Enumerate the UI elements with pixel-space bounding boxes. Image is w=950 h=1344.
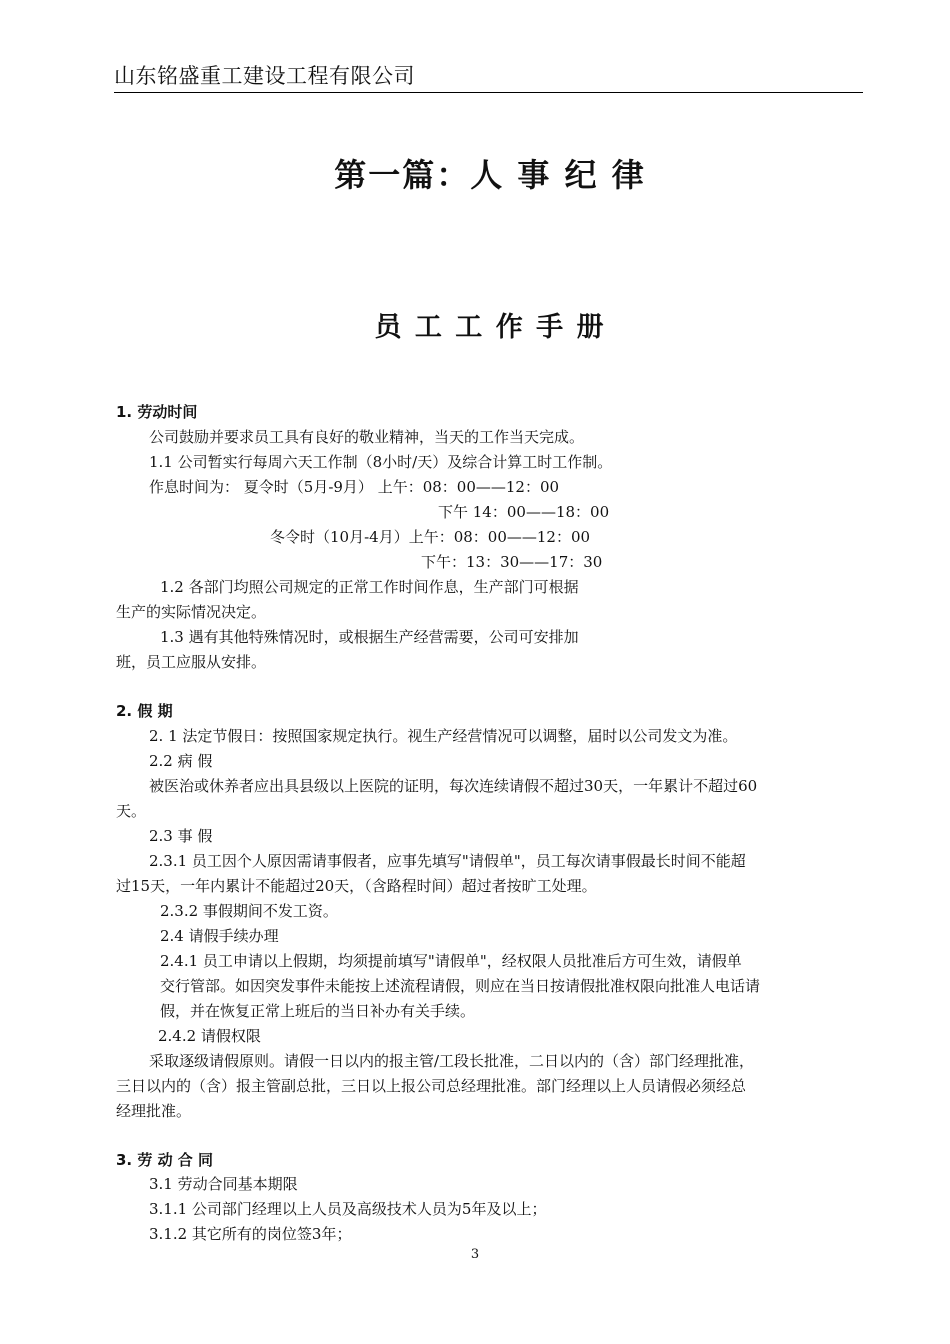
schedule-summer: 作息时间为： 夏令时（5月-9月） 上午：08：00——12：00 <box>149 478 560 496</box>
section-2-4-1-line1: 2.4.1 员工申请以上假期，均须提前填写"请假单"，经权限人员批准后方可生效，请假单 <box>160 952 742 970</box>
section-2-4-2-body-line2: 三日以内的（含）报主管副总批，三日以上报公司总经理批准。部门经理以上人员请假必须经总 <box>116 1077 747 1095</box>
part-title: 第一篇：人 事 纪 律 <box>334 156 646 194</box>
section-2-2-body-line1: 被医治或休养者应出具县级以上医院的证明，每次连续请假不超过30天，一年累计不超过60 <box>149 777 758 795</box>
section-2-4-2-body-line3: 经理批准。 <box>116 1102 192 1120</box>
section-2-4-1-line2: 交行管部。如因突发事件未能按上述流程请假，则应在当日按请假批准权限向批准人电话请 <box>160 977 761 995</box>
schedule-winter: 冬令时（10月-4月）上午：08：00——12：00 <box>270 528 591 546</box>
schedule-summer-afternoon: 下午 14：00——18：00 <box>438 503 610 521</box>
section-2-heading: 2. 假 期 <box>116 702 173 720</box>
section-3-1-2: 3.1.2 其它所有的岗位签3年； <box>149 1225 352 1243</box>
page-number: 3 <box>470 1247 480 1262</box>
section-1-1: 1.1 公司暂实行每周六天工作制（8小时/天）及综合计算工时工作制。 <box>149 453 613 471</box>
section-1-2-line1: 1.2 各部门均照公司规定的正常工作时间作息，生产部门可根据 <box>160 578 579 596</box>
company-header: 山东铭盛重工建设工程有限公司 <box>114 62 863 93</box>
manual-title: 员 工 工 作 手 册 <box>374 312 606 343</box>
section-3-heading: 3. 劳 动 合 同 <box>116 1151 214 1169</box>
section-3-1: 3.1 劳动合同基本期限 <box>149 1175 298 1193</box>
section-2-3-2: 2.3.2 事假期间不发工资。 <box>160 902 338 920</box>
section-1-3-line2: 班，员工应服从安排。 <box>116 653 267 671</box>
section-2-4-2: 2.4.2 请假权限 <box>158 1027 261 1045</box>
section-1-intro: 公司鼓励并要求员工具有良好的敬业精神，当天的工作当天完成。 <box>149 428 585 446</box>
section-3-1-1: 3.1.1 公司部门经理以上人员及高级技术人员为5年及以上； <box>149 1200 547 1218</box>
section-2-3: 2.3 事 假 <box>149 827 213 845</box>
section-2-4: 2.4 请假手续办理 <box>160 927 279 945</box>
section-1-3-line1: 1.3 遇有其他特殊情况时，或根据生产经营需要，公司可安排加 <box>160 628 579 646</box>
section-2-3-1-line2: 过15天，一年内累计不能超过20天，（含路程时间）超过者按旷工处理。 <box>116 877 597 895</box>
section-2-1: 2. 1 法定节假日：按照国家规定执行。视生产经营情况可以调整，届时以公司发文为准。 <box>149 727 738 745</box>
section-1-heading: 1. 劳动时间 <box>116 403 198 421</box>
section-2-4-2-body-line1: 采取逐级请假原则。请假一日以内的报主管/工段长批准，二日以内的（含）部门经理批准， <box>149 1052 755 1070</box>
section-2-2-body-line2: 天。 <box>116 802 147 820</box>
section-2-4-1-line3: 假，并在恢复正常上班后的当日补办有关手续。 <box>160 1002 476 1020</box>
schedule-winter-afternoon: 下午：13：30——17：30 <box>421 553 603 571</box>
section-2-2: 2.2 病 假 <box>149 752 213 770</box>
section-1-2-line2: 生产的实际情况决定。 <box>116 603 267 621</box>
section-2-3-1-line1: 2.3.1 员工因个人原因需请事假者，应事先填写"请假单"，员工每次请事假最长时间不能超 <box>149 852 746 870</box>
